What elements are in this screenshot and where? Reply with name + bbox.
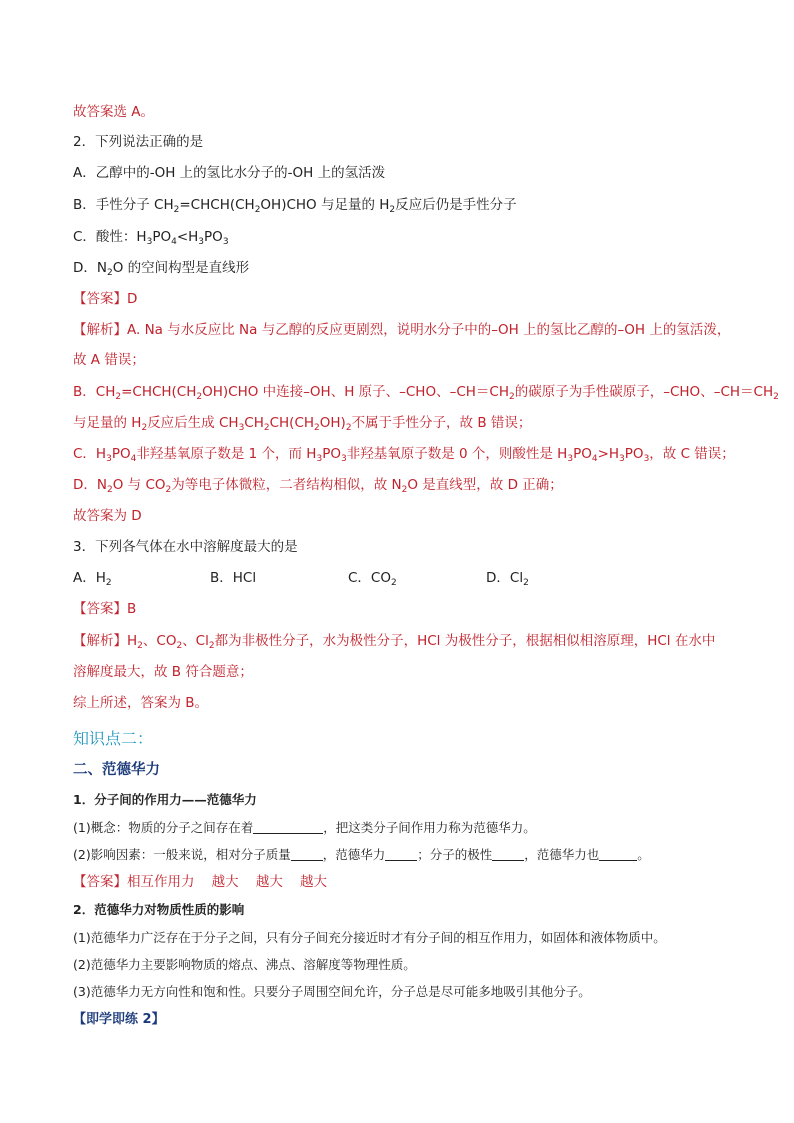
q3-option-a: A．$H_2$	[73, 570, 112, 588]
blank-field	[253, 819, 323, 834]
q2-option-b: B．手性分子 $CH_2=CHCH(CH_2OH)CHO$ 与足量的 $H_2$反应后仍是手性分子	[73, 197, 517, 215]
q2-conclusion: 故答案为 D	[73, 508, 142, 524]
q2-option-c: C．酸性：$H_3PO_4<H_3PO_3$	[73, 229, 229, 247]
q3-conclusion: 综上所述，答案为 B。	[73, 695, 209, 711]
effect-line-2: (2)范德华力主要影响物质的熔点、沸点、溶解度等物理性质。	[73, 957, 416, 972]
effect-line-3: (3)范德华力无方向性和饱和性。只要分子周围空间允许，分子总是尽可能多地吸引其他分子。	[73, 984, 591, 999]
q2-analysis-line-1: 【解析】A. Na 与水反应比 Na 与乙醇的反应更剧烈，说明水分子中的–OH 上的氢比乙醇的–OH 上的氢活泼，	[73, 322, 731, 338]
blank-field	[599, 846, 637, 861]
q3-option-b: B．HCl	[210, 570, 257, 586]
q3-option-d: D．$Cl_2$	[486, 570, 529, 588]
blank-field	[291, 846, 323, 861]
q2-analysis-line-3: B．$CH_2=CHCH(CH_2OH)CHO$ 中连接–OH、H 原子、–CHO、$-CH=CH_2$的碳原子为手性碳原子，–CHO、$-CH=CH_2$	[73, 384, 779, 402]
section-answer: 【答案】相互作用力 越大 越大 越大	[73, 874, 327, 890]
q3-analysis-line-1: 【解析】$H_2$、$CO_2$、$Cl_2$都为非极性分子，水为极性分子，HCl 为极性分子，根据相似相溶原理，HCl 在水中	[73, 633, 716, 651]
subsection-2-title: 2．范德华力对物质性质的影响	[73, 902, 245, 917]
concept-line: (1)概念：物质的分子之间存在着 ，把这类分子间作用力称为范德华力。	[73, 820, 536, 835]
factors-line: (2)影响因素：一般来说，相对分子质量 ，范德华力 ；分子的极性 ，范德华力也 。	[73, 847, 650, 862]
q2-analysis-line-2: 故 A 错误；	[73, 352, 145, 368]
q3-stem: 3．下列各气体在水中溶解度最大的是	[73, 539, 298, 555]
knowledge-point-heading: 知识点二：	[73, 729, 154, 748]
prev-conclusion: 故答案选 A。	[73, 104, 155, 120]
q2-option-d: D．$N_2O$ 的空间构型是直线形	[73, 260, 250, 278]
q2-analysis-line-4: 与足量的 $H_2$反应后生成 $CH_3CH_2CH(CH_2OH)_2$不属于手性分子，故 B 错误；	[73, 415, 532, 433]
practice-heading: 【即学即练 2】	[73, 1012, 165, 1027]
q2-analysis-line-5: C．$H_3PO_4$非羟基氧原子数是 1 个，而 $H_3PO_3$非羟基氧原子数是 0 个，则酸性是 $H_3PO_4>H_3PO_3$，故 C 错误；	[73, 446, 735, 464]
q2-option-a: A．乙醇中的-OH 上的氢比水分子的-OH 上的氢活泼	[73, 165, 386, 181]
blank-field	[492, 846, 524, 861]
section-title: 二、范德华力	[73, 762, 160, 778]
q2-analysis-line-6: D．$N_2O$ 与 $CO_2$为等电子体微粒，二者结构相似，故 $N_2O$ 是直线型，故 D 正确；	[73, 477, 563, 495]
q2-stem: 2．下列说法正确的是	[73, 134, 204, 150]
blank-field	[385, 846, 417, 861]
effect-line-1: (1)范德华力广泛存在于分子之间，只有分子间充分接近时才有分子间的相互作用力，如固体和液体物质中。	[73, 930, 666, 945]
subsection-1-title: 1．分子间的作用力——范德华力	[73, 792, 257, 807]
q3-analysis-line-2: 溶解度最大，故 B 符合题意；	[73, 664, 253, 680]
q3-option-c: C．$CO_2$	[348, 570, 397, 588]
q2-answer: 【答案】D	[73, 291, 138, 307]
q3-answer: 【答案】B	[73, 601, 137, 617]
